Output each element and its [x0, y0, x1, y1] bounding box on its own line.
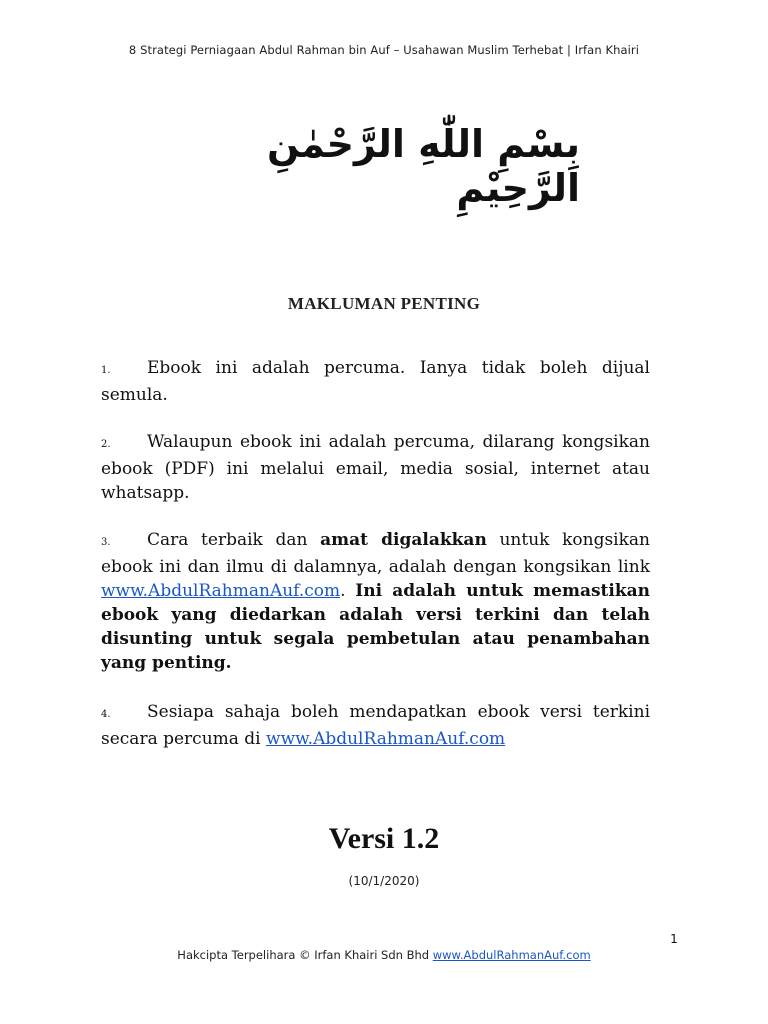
- website-link[interactable]: www.AbdulRahmanAuf.com: [266, 729, 506, 749]
- footer-website-link[interactable]: www.AbdulRahmanAuf.com: [432, 948, 591, 962]
- item-text: Ebook ini adalah percuma. Ianya tidak boleh dijual semula.: [101, 358, 650, 405]
- item-text-a: Cara terbaik dan: [147, 530, 321, 550]
- notice-title: MAKLUMAN PENTING: [287, 294, 481, 313]
- notice-item-4: [101, 700, 650, 751]
- website-link[interactable]: www.AbdulRahmanAuf.com: [101, 581, 341, 601]
- item-text-b: untuk kongsikan ebook ini dan ilmu di dalamnya, adalah dengan kongsikan link: [101, 530, 651, 577]
- notice-item-1: [101, 356, 650, 407]
- version-label: Versi 1.2: [328, 822, 440, 855]
- item-number: 2.: [101, 439, 111, 450]
- item-number: 1.: [101, 365, 111, 376]
- footer: [0, 948, 768, 962]
- bismillah-calligraphy: بِسْمِ اللّٰهِ الرَّحْمٰنِ الرَّحِيْمِ: [266, 122, 580, 210]
- copyright-text: Hakcipta Terpelihara © Irfan Khairi Sdn Bhd: [177, 948, 433, 962]
- item-number: 4.: [101, 709, 111, 720]
- version-date: (10/1/2020): [348, 874, 420, 888]
- item-bold-b: Ini adalah untuk memastikan ebook yang diedarkan adalah versi terkini dan telah disunting untuk segala pembetulan atau penambahan yang penting.: [101, 581, 651, 673]
- running-header: 8 Strategi Perniagaan Abdul Rahman bin Auf – Usahawan Muslim Terhebat | Irfan Khairi: [128, 43, 640, 57]
- page-number: 1: [670, 932, 678, 946]
- item-bold-a: amat digalakkan: [320, 530, 487, 550]
- item-text-c: .: [340, 581, 356, 601]
- item-text: Walaupun ebook ini adalah percuma, dilarang kongsikan ebook (PDF) ini melalui email, media sosial, internet atau whatsapp.: [101, 432, 650, 503]
- notice-item-2: [101, 430, 650, 505]
- item-number: 3.: [101, 537, 111, 548]
- notice-item-3: [101, 528, 650, 675]
- item-text: Sesiapa sahaja boleh mendapatkan ebook versi terkini secara percuma di: [101, 702, 650, 749]
